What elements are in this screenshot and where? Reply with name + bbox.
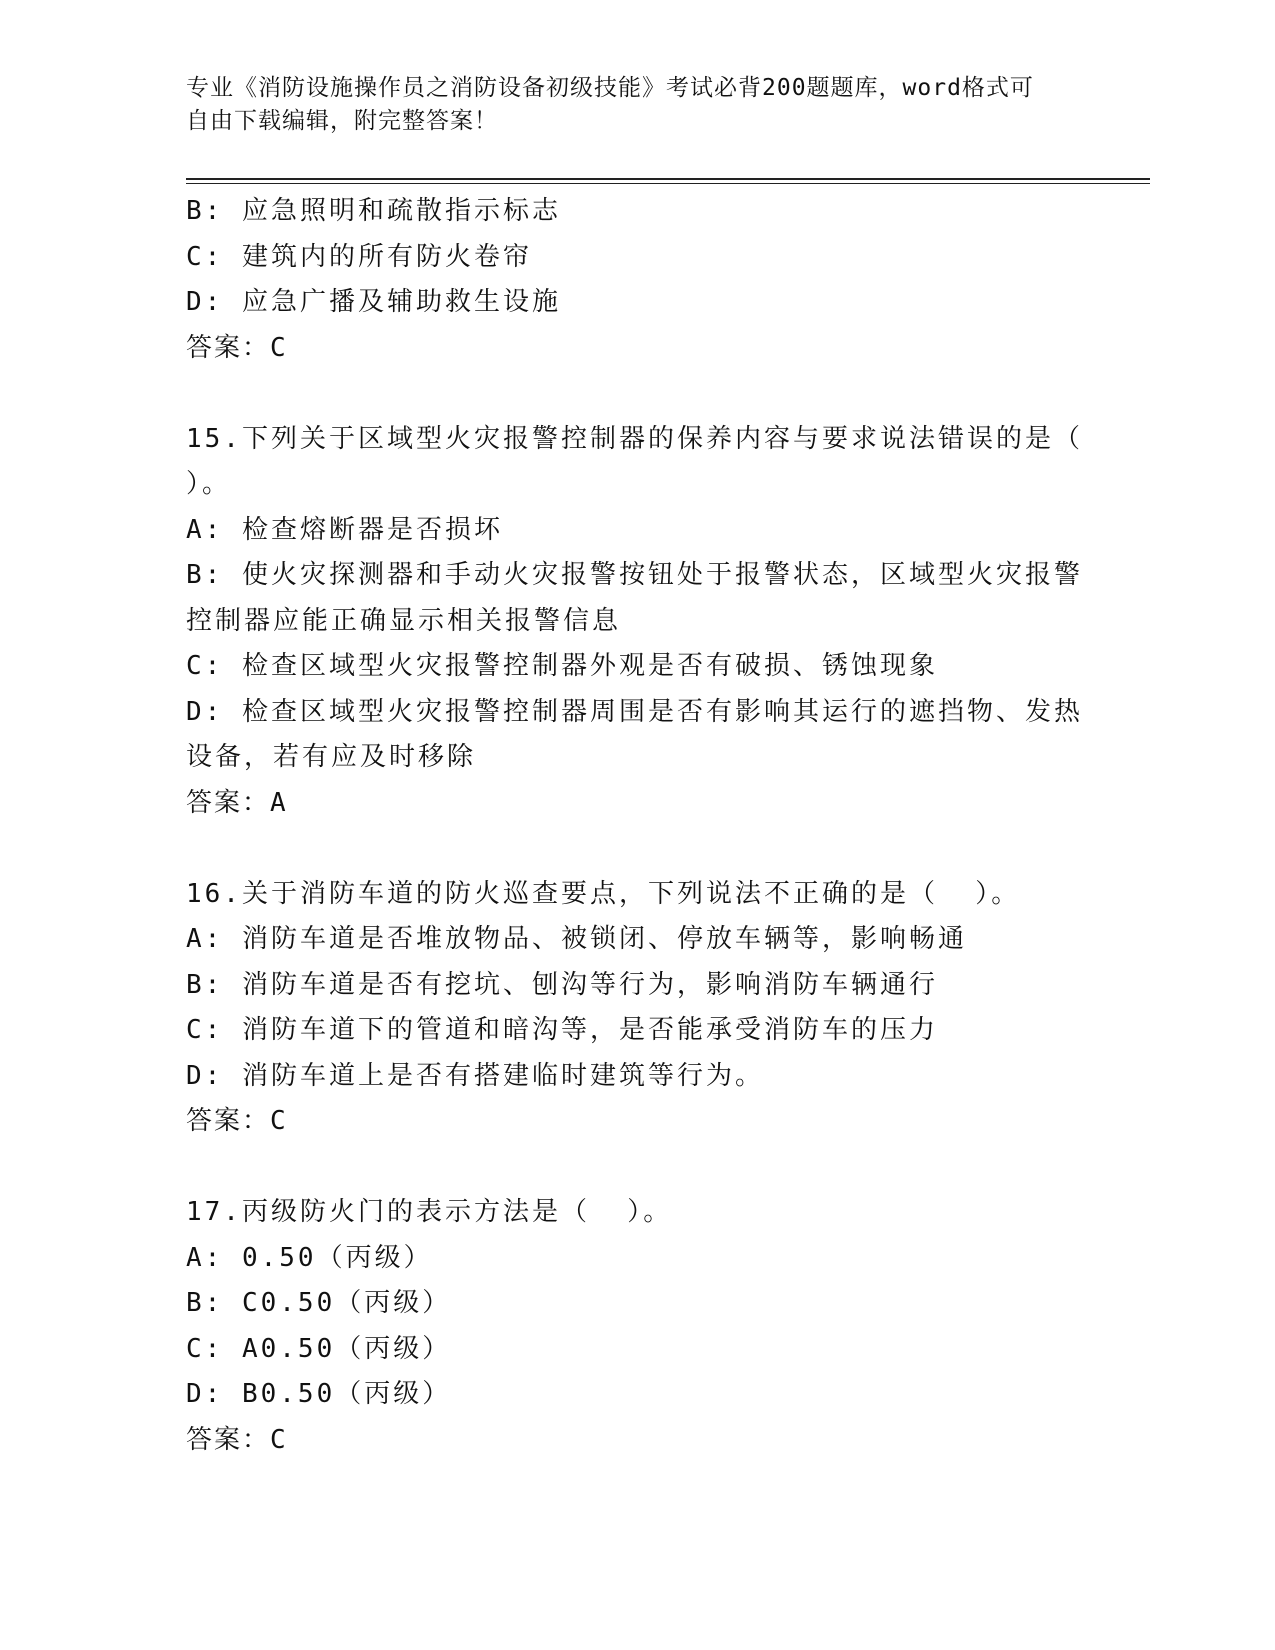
answer: 答案：C [186, 332, 288, 363]
spacer [186, 826, 1086, 872]
option-d-continued: 设备，若有应及时移除 [186, 742, 477, 772]
option-d: D: 检查区域型火灾报警控制器周围是否有影响其运行的遮挡物、发热 [186, 696, 1083, 727]
answer: 答案：A [186, 787, 288, 818]
option-b: B: C0.50（丙级） [186, 1288, 452, 1318]
option-d: D: 消防车道上是否有搭建临时建筑等行为。 [186, 1060, 764, 1091]
option-c: C: 消防车道下的管道和暗沟等，是否能承受消防车的压力 [186, 1015, 938, 1045]
option-b: B: 应急照明和疏散指示标志 [186, 196, 561, 226]
answer: 答案：C [186, 1106, 288, 1136]
option-b: B: 消防车道是否有挖坑、刨沟等行为，影响消防车辆通行 [186, 969, 938, 1000]
header-title-line-2: 自由下载编辑，附完整答案！ [186, 108, 498, 134]
spacer [186, 1145, 1086, 1191]
document-header [186, 72, 1066, 138]
question-stem-continued: ）。 [186, 469, 232, 499]
option-c: C: 建筑内的所有防火卷帘 [186, 241, 532, 272]
spacer [186, 371, 1086, 417]
question-stem: 15.下列关于区域型火灾报警控制器的保养内容与要求说法错误的是（ [186, 423, 1083, 454]
question-14-continued [186, 189, 1086, 371]
answer: 答案：C [186, 1424, 288, 1455]
question-15 [186, 417, 1086, 827]
question-17 [186, 1190, 1086, 1463]
question-stem: 17.丙级防火门的表示方法是（ ）。 [186, 1197, 673, 1227]
header-title-line-1: 专业《消防设施操作员之消防设备初级技能》考试必背200题题库，word格式可 [186, 75, 1034, 101]
option-d: D: 应急广播及辅助救生设施 [186, 287, 561, 317]
header-divider [186, 178, 1150, 180]
question-list [186, 189, 1086, 1463]
question-16 [186, 872, 1086, 1145]
option-b: B: 使火灾探测器和手动火灾报警按钮处于报警状态，区域型火灾报警 [186, 560, 1083, 590]
option-a: A: 0.50（丙级） [186, 1242, 433, 1273]
option-b-continued: 控制器应能正确显示相关报警信息 [186, 605, 622, 636]
question-stem: 16.关于消防车道的防火巡查要点，下列说法不正确的是（ ）。 [186, 878, 1021, 909]
option-a: A: 消防车道是否堆放物品、被锁闭、停放车辆等，影响畅通 [186, 924, 967, 954]
option-d: D: B0.50（丙级） [186, 1379, 452, 1409]
option-c: C: 检查区域型火灾报警控制器外观是否有破损、锈蚀现象 [186, 651, 938, 681]
option-a: A: 检查熔断器是否损坏 [186, 514, 503, 545]
header-divider-thin [186, 183, 1150, 184]
option-c: C: A0.50（丙级） [186, 1333, 452, 1364]
